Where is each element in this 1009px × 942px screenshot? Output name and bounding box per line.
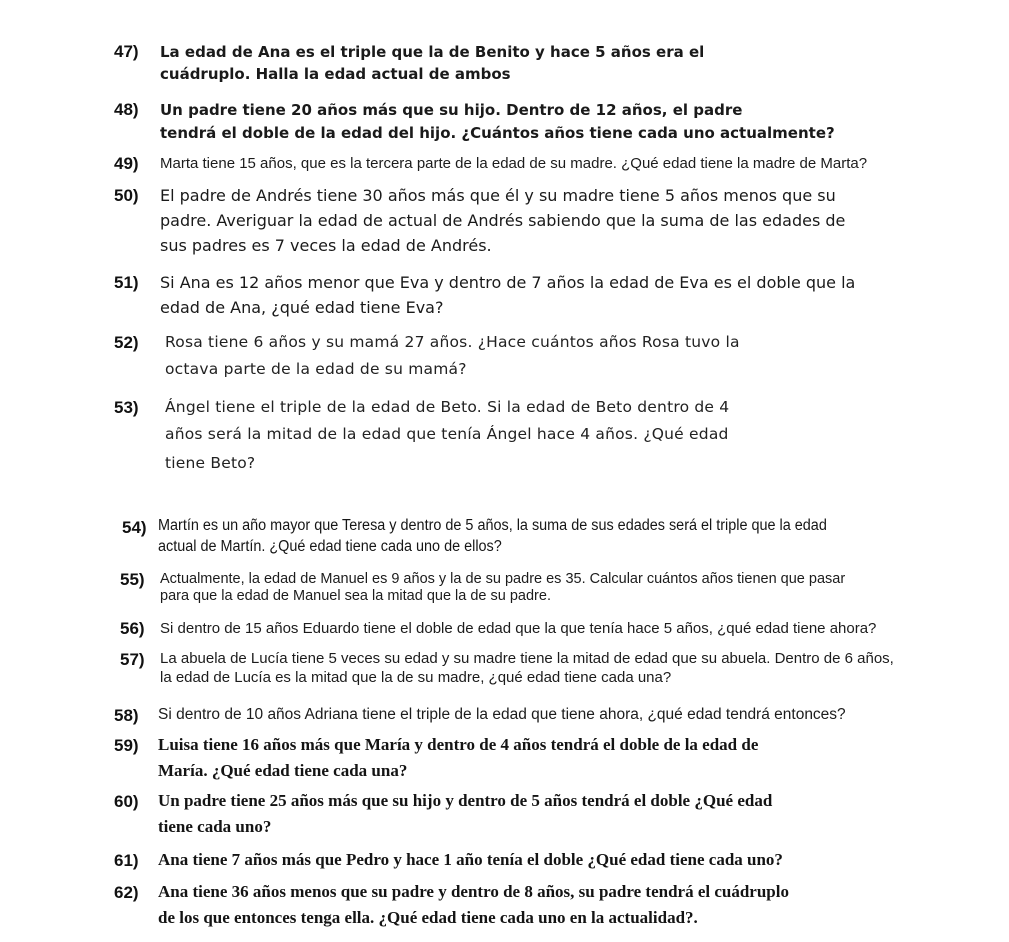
problem-text-line: Si dentro de 10 años Adriana tiene el triple de la edad que tiene ahora, ¿qué edad tendrá entonces? — [158, 706, 846, 723]
problem-text-line: tiene cada uno? — [158, 817, 272, 836]
problem-text-line: Ana tiene 7 años más que Pedro y hace 1 año tenía el doble ¿Qué edad tiene cada uno? — [158, 850, 783, 869]
problem-text-line: Si dentro de 15 años Eduardo tiene el doble de edad que la que tenía hace 5 años, ¿qué edad tiene ahora? — [160, 620, 877, 637]
problem-text-line: Rosa tiene 6 años y su mamá 27 años. ¿Hace cuántos años Rosa tuvo la — [165, 333, 740, 351]
problem-number: 48) — [114, 100, 139, 119]
problem-number: 54) — [122, 518, 147, 537]
problem-text-line: Ana tiene 36 años menos que su padre y dentro de 8 años, su padre tendrá el cuádruplo — [158, 882, 789, 901]
problem-number: 56) — [120, 619, 145, 638]
problem-text-line: de los que entonces tenga ella. ¿Qué edad tiene cada uno en la actualidad?. — [158, 908, 698, 927]
problem-text-line: actual de Martín. ¿Qué edad tiene cada uno de ellos? — [158, 538, 502, 555]
problem-number: 59) — [114, 736, 139, 755]
problem-number: 61) — [114, 851, 139, 870]
problem-text-line: La abuela de Lucía tiene 5 veces su edad y su madre tiene la mitad de edad que su abuela. Dentro de 6 años, — [160, 650, 894, 667]
problem-text-line: Ángel tiene el triple de la edad de Beto. Si la edad de Beto dentro de 4 — [165, 398, 730, 416]
problem-text-line: tiene Beto? — [165, 454, 256, 472]
problem-text-line: Martín es un año mayor que Teresa y dentro de 5 años, la suma de sus edades será el triple que la edad — [158, 517, 827, 534]
problem-text-line: María. ¿Qué edad tiene cada una? — [158, 761, 408, 780]
problem-text-line: edad de Ana, ¿qué edad tiene Eva? — [160, 298, 444, 317]
problem-text-line: Un padre tiene 20 años más que su hijo. Dentro de 12 años, el padre — [160, 101, 743, 119]
problem-text-line: Luisa tiene 16 años más que María y dentro de 4 años tendrá el doble de la edad de — [158, 735, 759, 754]
problem-number: 55) — [120, 570, 145, 589]
problem-number: 49) — [114, 154, 139, 173]
problem-number: 60) — [114, 792, 139, 811]
problem-text-line: la edad de Lucía es la mitad que la de su madre, ¿qué edad tiene cada una? — [160, 669, 672, 686]
problem-number: 57) — [120, 650, 145, 669]
problem-text-line: El padre de Andrés tiene 30 años más que él y su madre tiene 5 años menos que su — [160, 186, 836, 205]
problem-number: 47) — [114, 42, 139, 61]
problem-text-line: Actualmente, la edad de Manuel es 9 años y la de su padre es 35. Calcular cuántos años tienen que pasar — [160, 571, 846, 587]
problem-number: 58) — [114, 706, 139, 725]
problem-text-line: padre. Averiguar la edad de actual de Andrés sabiendo que la suma de las edades de — [160, 211, 846, 230]
problem-text-line: años será la mitad de la edad que tenía Ángel hace 4 años. ¿Qué edad — [165, 425, 729, 443]
problem-number: 51) — [114, 273, 139, 292]
problem-number: 62) — [114, 883, 139, 902]
problem-number: 52) — [114, 333, 139, 352]
problem-text-line: La edad de Ana es el triple que la de Benito y hace 5 años era el — [160, 43, 705, 61]
problem-number: 53) — [114, 398, 139, 417]
problem-text-line: octava parte de la edad de su mamá? — [165, 360, 467, 378]
problem-text-line: sus padres es 7 veces la edad de Andrés. — [160, 236, 492, 255]
problem-text-line: cuádruplo. Halla la edad actual de ambos — [160, 65, 511, 83]
problem-text-line: para que la edad de Manuel sea la mitad que la de su padre. — [160, 588, 551, 604]
problem-text-line: Un padre tiene 25 años más que su hijo y dentro de 5 años tendrá el doble ¿Qué edad — [158, 791, 773, 810]
problem-text-line: Marta tiene 15 años, que es la tercera parte de la edad de su madre. ¿Qué edad tiene la madre de Marta? — [160, 155, 868, 172]
problem-text-line: tendrá el doble de la edad del hijo. ¿Cuántos años tiene cada uno actualmente? — [160, 124, 835, 142]
problem-text-line: Si Ana es 12 años menor que Eva y dentro de 7 años la edad de Eva es el doble que la — [160, 273, 856, 292]
problem-number: 50) — [114, 186, 139, 205]
